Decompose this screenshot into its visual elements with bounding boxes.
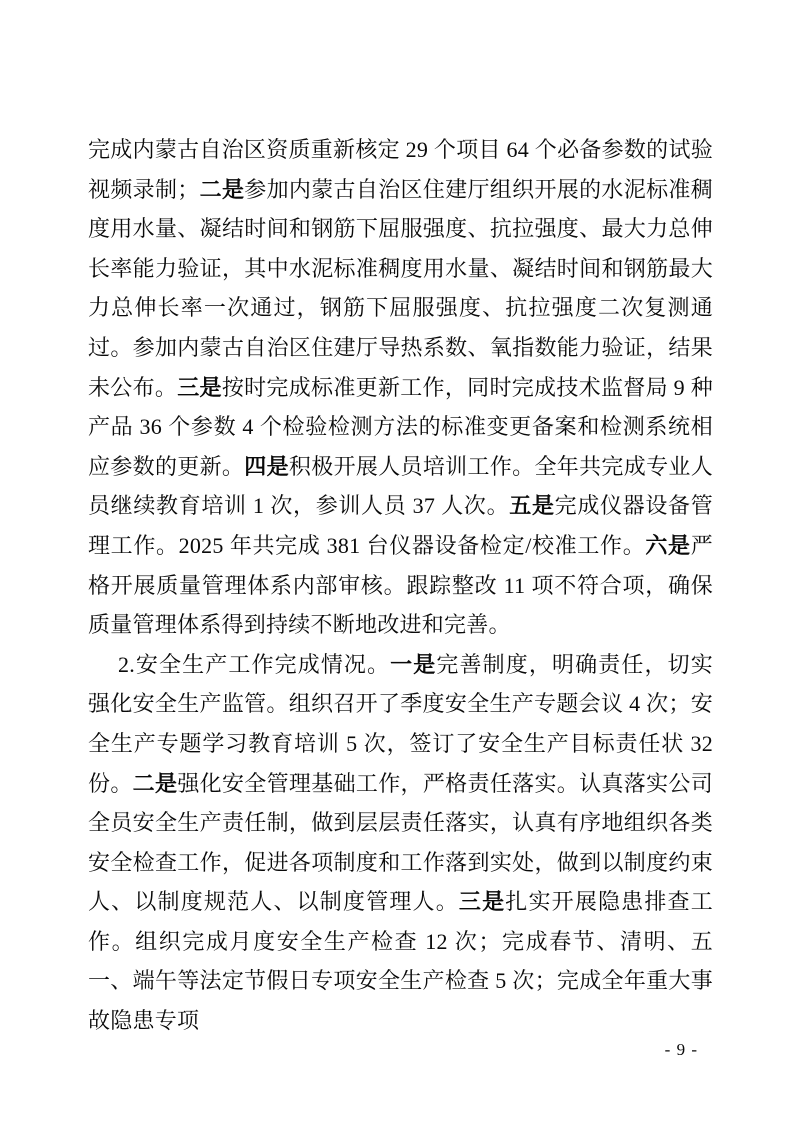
bold-text-run: 六是	[645, 532, 691, 558]
bold-text-run: 二是	[132, 770, 178, 796]
bold-text-run: 四是	[244, 453, 289, 479]
text-run: 严格开展质量管理体系内部审核。跟踪整改 11 项不符合项，确保质量管理体系得到持续不断地改进和完善。	[88, 532, 713, 638]
bold-text-run: 三是	[177, 374, 222, 400]
bold-text-run: 二是	[199, 176, 245, 202]
text-run: 完成仪器设备管理工作。2025 年共完成 381 台仪器设备检定/校准工作。	[88, 493, 713, 558]
text-run: 完善制度，明确责任，切实强化安全生产监管。组织召开了季度安全生产专题会议 4 次；安全生产专题学习教育培训 5 次，签订了安全生产目标责任状 32 份。	[88, 651, 713, 796]
text-run: 扎实开展隐患排查工作。组织完成月度安全生产检查 12 次；完成春节、清明、五一、端午等法定节假日专项安全生产检查 5 次；完成全年重大事故隐患专项	[88, 889, 713, 1034]
text-run: 2.安全生产工作完成情况。	[118, 651, 391, 677]
page-number: - 9 -	[664, 1040, 698, 1059]
paragraph-1	[88, 130, 713, 645]
bold-text-run: 一是	[390, 651, 437, 677]
text-run: 参加内蒙古自治区住建厅组织开展的水泥标准稠度用水量、凝结时间和钢筋下屈服强度、抗拉强度、最大力总伸长率能力验证，其中水泥标准稠度用水量、凝结时间和钢筋最大力总伸长率一次通过，钢筋下屈服强度、抗拉强度二次复测通过。参加内蒙古自治区住建厅导热系数、氧指数能力验证，结果未公布。	[88, 176, 713, 400]
text-run: 按时完成标准更新工作，同时完成技术监督局 9 种产品 36 个参数 4 个检验检测方法的标准变更备案和检测系统相应参数的更新。	[88, 374, 713, 479]
bold-text-run: 五是	[509, 493, 555, 519]
text-run: 积极开展人员培训工作。全年共完成专业人员继续教育培训 1 次，参训人员 37 人次。	[88, 453, 713, 519]
text-run: 强化安全管理基础工作，严格责任落实。认真落实公司全员安全生产责任制，做到层层责任落实，认真有序地组织各类安全检查工作，促进各项制度和工作落到实处，做到以制度约束人、以制度规范人、以制度管理人。	[88, 770, 713, 915]
bold-text-run: 三是	[458, 889, 506, 915]
paragraph-2	[88, 645, 713, 1041]
text-run: 完成内蒙古自治区资质重新核定 29 个项目 64 个必备参数的试验视频录制；	[88, 137, 713, 202]
document-body	[88, 130, 713, 1041]
